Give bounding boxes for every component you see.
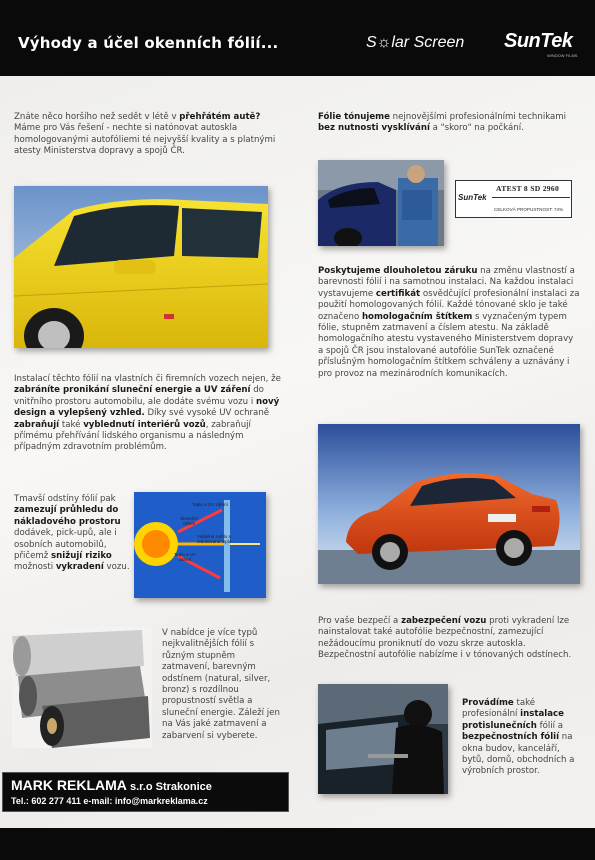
mark-reklama-suffix: s.r.o Strakonice: [126, 781, 212, 793]
tint-text-2: a "skoro" na počkání.: [429, 123, 524, 134]
atest-suntek-logo: SunTek: [458, 193, 487, 202]
installer-photo: [318, 160, 444, 246]
tint-text-1: nejnovějšími profesionálními technikami: [389, 112, 567, 122]
warranty-text-1: na změnu vlastností a barevnosti fólií i na samotnou instalaci. Na každou instalaci vystavujeme: [318, 266, 575, 299]
offer-paragraph: V nabídce je více typů nejkvalitnějších fólií s různým stupněm zatmavení, barevným odstínem (natural, silver, bronz) s rozdílnou propustností světla a sluneční energie. Záleží jen na Vás jaké zatmavení a zabarvení si vyberete.: [162, 628, 280, 741]
provide-text-1: také profesionální: [462, 698, 536, 720]
diagram-label-heat-bottom: Teplo a UV záření: [173, 552, 196, 562]
yellow-car-photo: [14, 186, 268, 348]
page-title: Výhody a účel okenních fólií...: [18, 34, 279, 52]
security-text-1: Pro vaše bezpečí a: [318, 616, 402, 626]
dark-text-2: dodávek, pick-upů, ale i osobních automobilů, přičemž: [14, 528, 117, 562]
orange-car-photo: [318, 424, 580, 584]
security-text-2: proti vykradení lze nainstalovat také autofólie bezpečnostní, zamezující nežádoucímu proniknutí do vozu skrze autoskla. Bezpečnostní autofólie nabízíme i v tónovaných odstínech.: [318, 616, 572, 661]
diagram-label-visible: Viditelné světlo a redukované teplo: [196, 534, 232, 544]
diagram-label-heat-top: Teplo a UV záření: [192, 502, 228, 507]
tint-bold-1: Fólie tónujeme: [318, 112, 390, 122]
install-text-5: , zabraňují přímému přehřívání lidského organismu a následným případným zdravotním problémům.: [14, 419, 251, 453]
dark-bold-2: snižují riziko: [51, 551, 112, 562]
footer-bar: [0, 828, 595, 860]
suntek-logo: SunTek: [504, 30, 573, 52]
intro-paragraph: [14, 112, 276, 158]
install-bold-1: zabráníte pronikání sluneční energie a UV záření: [14, 385, 251, 396]
provide-bold-2: instalace protislunečních: [462, 709, 564, 731]
security-bold-1: zabezpečení vozu: [401, 616, 487, 626]
dark-bold-3: vykradení: [55, 562, 104, 573]
intro-text-1: Znáte něco horšího než sedět v létě v: [14, 112, 180, 122]
provide-text-2: fólií a: [536, 720, 564, 731]
warranty-text-3: s vyznačeným typem fólie, stupněm zatmavení a číslem atestu. Na základě homologačního atestu vystaveného Ministerstvem dopravy a spojů ČR jsou instalované autofólie SunTek označené příslušným homologačním štítkem schváleny a uznávány i pro provoz na mezinárodních komunikacích.: [318, 311, 574, 379]
atest-homologation-label: [455, 180, 572, 218]
install-text-3: Díky své vysoké UV ochraně: [144, 408, 270, 419]
dark-text-1: Tmavší odstíny fólií pak: [14, 494, 116, 504]
film-diagram: [134, 492, 266, 598]
provide-paragraph: [462, 698, 582, 778]
mark-reklama-box: [2, 772, 289, 812]
header-bar: [0, 0, 595, 76]
install-text-1: Instalací těchto fólií na vlastních či firemních vozech nejen, že: [14, 374, 281, 384]
suntek-tagline: WINDOW FILMS: [547, 53, 578, 58]
warranty-bold-3: homologačním štítkem: [361, 311, 473, 322]
dark-bold-1: zamezují průhledu do nákladového prostoru: [14, 505, 121, 527]
diagram-label-sun: Sluneční záření: [180, 516, 198, 526]
install-bold-2: nový design a vylepšený vzhled.: [14, 396, 280, 419]
mark-reklama-name: MARK REKLAMA: [11, 777, 127, 793]
atest-divider: [492, 197, 570, 198]
film-rolls-photo: [12, 626, 152, 748]
provide-text-3: na okna budov, kanceláří, bytů, domů, obchodních a výrobních prostor.: [462, 732, 575, 777]
warranty-bold-1: Poskytujeme dlouholetou záruku: [318, 266, 478, 276]
solar-screen-logo: S☼lar Screen: [366, 34, 465, 51]
mark-reklama-title: [11, 777, 212, 793]
install-text-2: do vnitřního prostoru automobilu, ale dodáte svému vozu i: [14, 385, 264, 407]
warranty-bold-2: certifikát: [375, 288, 421, 299]
install-bold-4: vyblednutí interiérů vozů: [83, 419, 206, 430]
tint-bold-2: bez nutnosti vysklívání: [318, 123, 430, 134]
warranty-paragraph: [318, 266, 580, 380]
intro-bold: přehřátém autě?: [179, 112, 261, 122]
tint-paragraph: [318, 112, 580, 135]
dark-text-3: možnosti: [14, 562, 56, 573]
dark-tint-paragraph: [14, 494, 132, 574]
intro-text-2: Máme pro Vás řešení - nechte si natónovat autoskla homologovanými autofóliemi té nejvyšší kvality a s platnými atesty Ministerstva dopravy a spojů ČR.: [14, 123, 276, 157]
security-paragraph: [318, 616, 580, 662]
install-bold-3: zabraňují: [14, 419, 60, 430]
warranty-text-2: osvědčující profesionální instalaci za použití homologovaných fólií. Každé tónované sklo je také označeno: [318, 288, 580, 322]
dark-text-4: vozu.: [103, 562, 130, 573]
atest-transmission: CELKOVÁ PROPUSTNOST: 74%: [494, 207, 564, 212]
mark-reklama-contact: Tel.: 602 277 411 e-mail: info@markreklama.cz: [11, 796, 208, 806]
install-paragraph: [14, 374, 282, 454]
provide-bold-3: bezpečnostních fólií: [462, 732, 560, 743]
install-text-4: také: [59, 419, 84, 430]
burglar-photo: [318, 684, 448, 794]
provide-bold-1: Provádíme: [462, 698, 514, 708]
atest-title: ATEST 8 SD 2960: [496, 184, 560, 193]
